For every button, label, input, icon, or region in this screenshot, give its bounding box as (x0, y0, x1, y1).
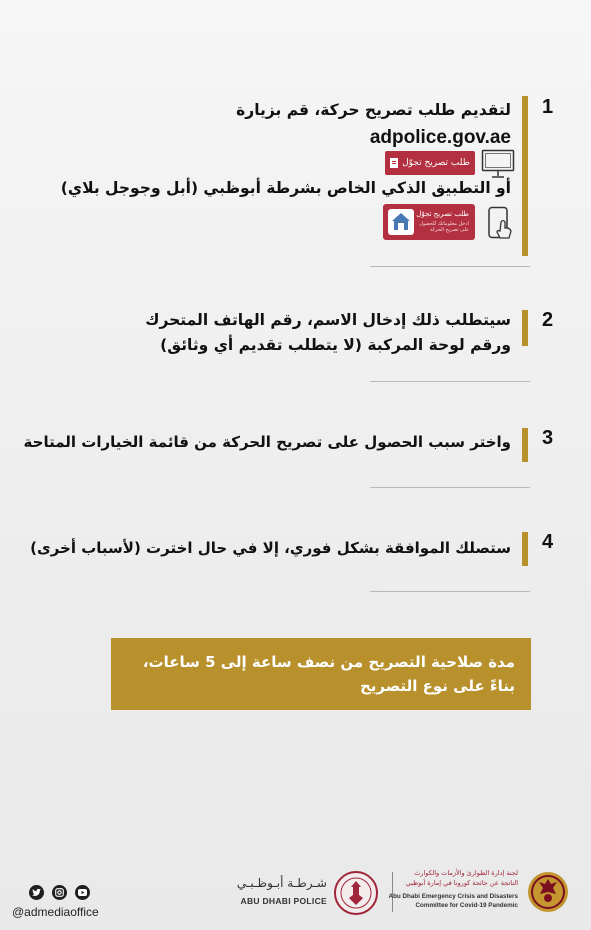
step-4-number: 4 (542, 531, 554, 553)
footer-divider (392, 872, 393, 912)
website-url[interactable]: adpolice.gov.ae (369, 127, 511, 148)
step-2-accent-bar (522, 310, 528, 346)
committee-english-line-1: Abu Dhabi Emergency Crisis and Disasters (388, 893, 518, 900)
app-card-title: طلب تصريح تجوّل (416, 210, 469, 218)
twitter-icon[interactable] (29, 885, 44, 900)
committee-arabic-line-2: الناتجة عن جائحة كورونا في إمارة أبوظبي (405, 879, 518, 887)
separator-1 (370, 266, 530, 267)
app-logo (388, 209, 414, 235)
youtube-icon[interactable] (75, 885, 90, 900)
step-3-text: واختر سبب الحصول على تصريح الحركة من قائمة الخيارات المتاحة (23, 433, 511, 451)
validity-note-line-2: بناءً على نوع التصريح (359, 677, 515, 695)
separator-3 (370, 487, 530, 488)
step-2-line-1: سيتطلب ذلك إدخال الاسم، رقم الهاتف المتحرك (145, 311, 511, 329)
separator-4 (370, 591, 530, 592)
step-3-accent-bar (522, 428, 528, 462)
step-4-text: ستصلك الموافقة بشكل فوري، إلا في حال اخترت (لأسباب أخرى) (30, 539, 511, 557)
uae-falcon-emblem-icon (526, 870, 570, 914)
document-icon (390, 158, 398, 168)
step-3-number: 3 (542, 427, 554, 449)
smartphone-tap-icon (487, 206, 517, 240)
website-permit-button-label: طلب تصريح تجوّل (402, 158, 470, 168)
committee-english-line-2: Committee for Covid-19 Pandemic (415, 902, 518, 909)
police-emblem-icon (333, 870, 379, 916)
police-name-arabic: شـرطـة أبـوظـبـي (236, 876, 327, 890)
step-1-number: 1 (542, 96, 554, 118)
app-card-subtitle: ادخل معلوماتك للحصول على تصريح الحركة (419, 221, 469, 233)
monitor-icon (481, 149, 515, 179)
committee-arabic-line-1: لجنة إدارة الطوارئ والأزمات والكوارث (414, 869, 518, 877)
app-text: أو التطبيق الذكي الخاص بشرطة أبوظبي (أبل وجوجل بلاي) (60, 179, 511, 197)
validity-note-box (111, 638, 531, 710)
validity-note-line-1: مدة صلاحية التصريح من نصف ساعة إلى 5 ساعات، (142, 653, 515, 671)
step-2-line-2: ورقم لوحة المركبة (لا يتطلب تقديم أي وثائق) (160, 336, 511, 354)
step-1-accent-bar (522, 96, 528, 256)
step-2-number: 2 (542, 309, 554, 331)
step-4-accent-bar (522, 532, 528, 566)
instagram-icon[interactable] (52, 885, 67, 900)
police-name-english: ABU DHABI POLICE (240, 896, 327, 906)
step-1-text: لتقديم طلب تصريح حركة، قم بزيارة (236, 101, 511, 119)
house-icon (388, 209, 414, 235)
social-handle[interactable]: @admediaoffice (12, 905, 99, 919)
app-permit-card[interactable] (383, 204, 475, 240)
separator-2 (370, 381, 530, 382)
website-permit-button[interactable] (385, 151, 475, 175)
